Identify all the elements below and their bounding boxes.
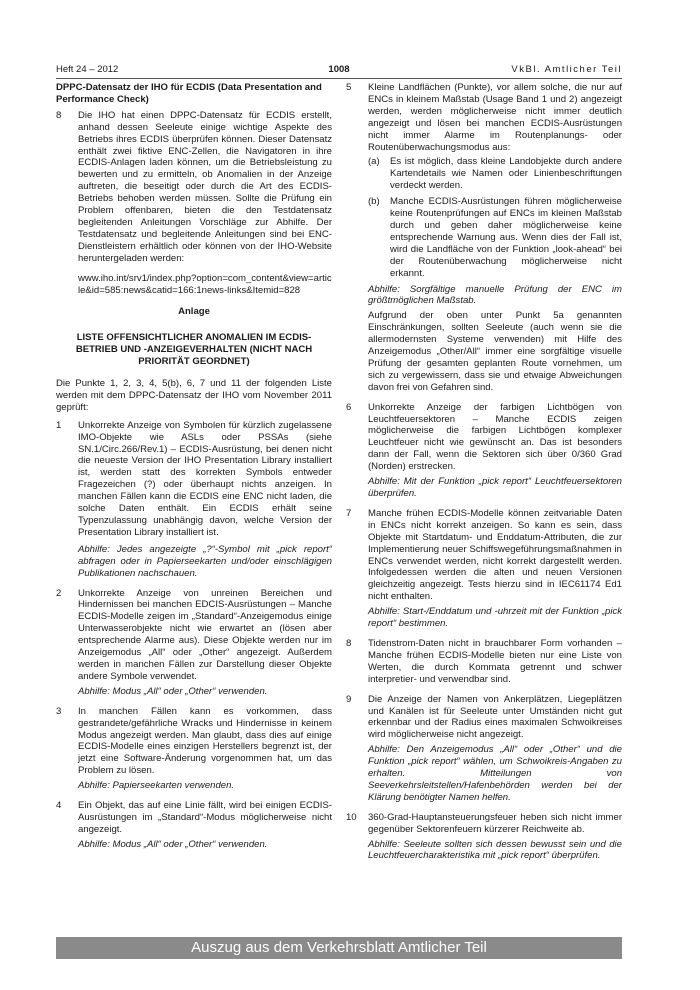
abhilfe-text: Abhilfe: Jedes angezeigte „?“-Symbol mit „pick report“ abfragen oder in Papierseekarten und/oder einschlägigen Publikationen nachschauen. bbox=[78, 543, 332, 579]
item-text: In manchen Fällen kann es vorkommen, dass gestrandete/gefährliche Wracks und Hindernisse in keinem Modus angezeigt werden. Man glaubt, dass dies auf einige ECDIS-Modelle eines einzigen Herstellers begrenzt ist, der jetzt eine Software-Änderung vorgenommen hat, um das Problem zu lösen. bbox=[78, 705, 332, 777]
page-header bbox=[56, 64, 622, 79]
publication-title: VkBl. Amtlicher Teil bbox=[511, 64, 622, 75]
item-number: 1 bbox=[56, 419, 62, 431]
sub-item bbox=[368, 156, 622, 192]
abhilfe-text: Abhilfe: Den Anzeigemodus „All“ oder „Other“ und die Funktion „pick report“ wählen, um Schwoikreis-Angaben zu erhalten. Mitteilungen von Seeverkehrsleitstellen/Hafenbehörden werden bei der Klärung benötigter Namen helfen. bbox=[368, 744, 622, 803]
iho-link[interactable]: www.iho.int/srv1/index.php?option=com_content&view=article&id=585:news&catid=166:1news-links&Itemid=828 bbox=[78, 272, 332, 296]
list-item bbox=[56, 588, 332, 701]
sub-text: Es ist möglich, dass kleine Landobjekte durch andere Kartendetails wie Namen oder Linienbeschriftungen verdeckt werden. bbox=[390, 156, 622, 192]
left-column bbox=[56, 82, 332, 859]
list-item bbox=[56, 706, 332, 795]
abhilfe-text: Abhilfe: Papierseekarten verwenden. bbox=[78, 780, 235, 792]
item-text: Tidenstrom-Daten nicht in brauchbarer Form vorhanden – Manche frühen ECDIS-Modelle bieten nur eine Liste von Werten, die durch Kommata getrennt und schwer interpretier- und verwendbar sind. bbox=[368, 637, 622, 685]
list-item bbox=[346, 402, 622, 503]
list-item bbox=[56, 110, 332, 268]
item-text: Unkorrekte Anzeige der farbigen Lichtbögen von Leuchtfeuersektoren – Manche ECDIS zeigen möglicherweise die farbigen Lichtbögen komplexer Leuchtfeuer nicht wie gewünscht an. Das ist besonders dann der Fall, wenn die Sektoren sich über 0/360 Grad (Norden) erstrecken. bbox=[368, 401, 622, 473]
list-item bbox=[346, 82, 622, 397]
page-number: 1008 bbox=[328, 64, 350, 75]
item-text: Unkorrekte Anzeige von Symbolen für kürzlich zugelassene IMO-Objekte wie ASLs oder PSSAs (siehe SN.1/Circ.266/Rev.1) – ECDIS-Ausrüstung, bei denen nicht die neueste Version der IHO Presentation Library installiert ist, werden statt des korrekten Symbols entweder Fragezeichen (?) oder überhaupt nichts anzeigen. In manchen Fällen kann die ECDIS eine ENC nicht laden, die solche Daten enthält. Ein ECDIS erhält seine Typenzulassung unabhängig davon, welche Version der Presentation Library installiert ist. bbox=[78, 419, 332, 538]
sub-text: Manche ECDIS-Ausrüstungen führen möglicherweise keine Routenprüfungen auf ENCs im kleinen Maßstab durch und geben daher möglicherweise keine entsprechende Warnung aus. Wenn dies der Fall ist, wird die Landfläche von der Funktion „look-ahead“ bei der Routenüberwachung möglicherweise nicht erkannt. bbox=[390, 196, 622, 279]
list-item bbox=[346, 694, 622, 807]
item-number: 2 bbox=[56, 587, 62, 599]
abhilfe-text: Abhilfe: Modus „All“ oder „Other“ verwenden. bbox=[78, 838, 268, 850]
abhilfe-text: Abhilfe: Mit der Funktion „pick report“ Leuchtfeuersektoren überprüfen. bbox=[368, 476, 622, 499]
item-number: 7 bbox=[346, 507, 352, 519]
list-item bbox=[346, 812, 622, 866]
item-text: 360-Grad-Hauptansteuerungsfeuer heben sich nicht immer gegenüber Sektorenfeuern kürzerer Reichweite ab. bbox=[368, 811, 622, 835]
abhilfe-text: Abhilfe: Modus „All“ oder „Other“ verwenden. bbox=[78, 685, 268, 697]
abhilfe-text: Abhilfe: Seeleute sollten sich dessen bewusst sein und die Leuchtfeuercharakteristika mit „pick report“ überprüfen. bbox=[368, 838, 622, 862]
sub-label: (a) bbox=[368, 156, 380, 168]
item-text: Ein Objekt, das auf eine Linie fällt, wird bei einigen ECDIS-Ausrüstungen im „Standard“-Modus möglicherweise nicht angezeigt. bbox=[78, 800, 332, 835]
item-number: 6 bbox=[346, 401, 352, 413]
list-title: LISTE OFFENSICHTLICHER ANOMALIEN IM ECDIS-BETRIEB UND -ANZEIGEVERHALTEN (NICHT NACH PRIORITÄT GEORDNET) bbox=[75, 332, 313, 368]
list-item bbox=[346, 508, 622, 633]
list-item bbox=[346, 638, 622, 689]
item-number: 8 bbox=[346, 637, 352, 649]
sub-label: (b) bbox=[368, 196, 380, 208]
list-item bbox=[56, 420, 332, 583]
right-column bbox=[346, 82, 622, 870]
item-text: Manche frühen ECDIS-Modelle können zeitvariable Daten in ENCs nicht korrekt anzeigen. So kann es sein, dass Objekte mit Startdatum- und Enddatum-Attributen, die zur Implementierung neuer Schiffswegeführungsmaßnahmen in ENCs verwendet werden, nicht korrekt dargestellt werden. Infolgedessen werden die alten und neuen Versionen gleichzeitig angezeigt. Tests hierzu sind in IEC61174 Ed1 nicht enthalten. bbox=[368, 507, 622, 603]
item-extra-text: Aufgrund der oben unter Punkt 5a genannten Einschränkungen, sollten Seeleute (auch wenn sie die allermodernsten Systeme verwenden) mit Hilfe des Anzeigemodus „Other/All“ immer eine sorgfältige visuelle Prüfung der gesamten geplanten Route vornehmen, um sich zu vergewissern, dass sie und etwaige Abweichungen davon frei von Gefahren sind. bbox=[368, 310, 622, 393]
issue-label: Heft 24 – 2012 bbox=[56, 64, 119, 75]
item-number: 5 bbox=[346, 82, 352, 93]
anlage-heading: Anlage bbox=[178, 306, 210, 318]
intro-text: Die Punkte 1, 2, 3, 4, 5(b), 6, 7 und 11 der folgenden Liste werden mit dem DPPC-Datensatz der IHO vom November 2011 geprüft: bbox=[56, 378, 332, 413]
section-title: DPPC-Datensatz der IHO für ECDIS (Data Presentation and Performance Check) bbox=[56, 82, 322, 105]
item-number: 10 bbox=[346, 811, 357, 823]
abhilfe-text: Abhilfe: Start-/Enddatum und -uhrzeit mit der Funktion „pick report“ bestimmen. bbox=[368, 606, 622, 630]
item-text: Unkorrekte Anzeige von unreinen Bereichen und Hindernissen bei manchen EDCIS-Ausrüstungen – Manche ECDIS-Modelle zeigen im „Standard“-Anzeigemodus einige Unterwasserobjekte nicht wie erwartet an (lösen aber entsprechende Alarme aus). Diese Objekte werden nur im Anzeigemodus „All“ oder „Other“ angezeigt. Außerdem werden in manchen Fällen zur Darstellung dieser Objekte andere Symbole verwendet. bbox=[78, 587, 332, 682]
list-item bbox=[56, 800, 332, 854]
item-number: 8 bbox=[56, 109, 62, 121]
abhilfe-text: Abhilfe: Sorgfältige manuelle Prüfung der ENC im größtmöglichen Maßstab. bbox=[368, 283, 622, 307]
item-text: Die Anzeige der Namen von Ankerplätzen, Liegeplätzen und Kanälen ist für Seeleute unter Umständen nicht gut erkennbar und der Radius eines maximalen Schwoikreises wird möglicherweise nicht angezeigt. bbox=[368, 693, 622, 741]
footer-banner: Auszug aus dem Verkehrsblatt Amtlicher Teil bbox=[56, 937, 622, 959]
sub-item bbox=[368, 196, 622, 279]
item-number: 9 bbox=[346, 693, 352, 705]
item-text: Kleine Landflächen (Punkte), vor allem solche, die nur auf ENCs in kleinem Maßstab (Usage Band 1 und 2) angezeigt werden, werden möglicherweise nicht immer deutlich angezeigt und lösen bei manchen ECDIS-Ausrüstungen nicht immer Alarme im Routenplanungs- oder Routenüberwachungsmodus aus: bbox=[368, 82, 622, 153]
item-number: 4 bbox=[56, 800, 62, 812]
item-text: Die IHO hat einen DPPC-Datensatz für ECDIS erstellt, anhand dessen Seeleute einige wichtige Aspekte des Betriebs ihres ECDIS überprüfen können. Dieser Datensatz enthält zwei fiktive ENC-Zellen, die Navigatoren in ihre ECDIS-Anlagen laden können, um die Betriebsleistung zu bewerten und zu ermitteln, ob Anomalien in der Anzeige auftreten, die beseitigt oder durch die Art des ECDIS-Betriebs behoben werden müssen. Sollte die Prüfung ein Problem offenbaren, bieten die den Testdatensatz begleitenden Anleitungen Vorschläge zur Abhilfe. Der Testdatensatz und begleitende Anleitungen sind bei ENC-Dienstleistern erhältlich oder können von der IHO-Website heruntergeladen werden: bbox=[78, 109, 332, 264]
item-number: 3 bbox=[56, 705, 62, 717]
